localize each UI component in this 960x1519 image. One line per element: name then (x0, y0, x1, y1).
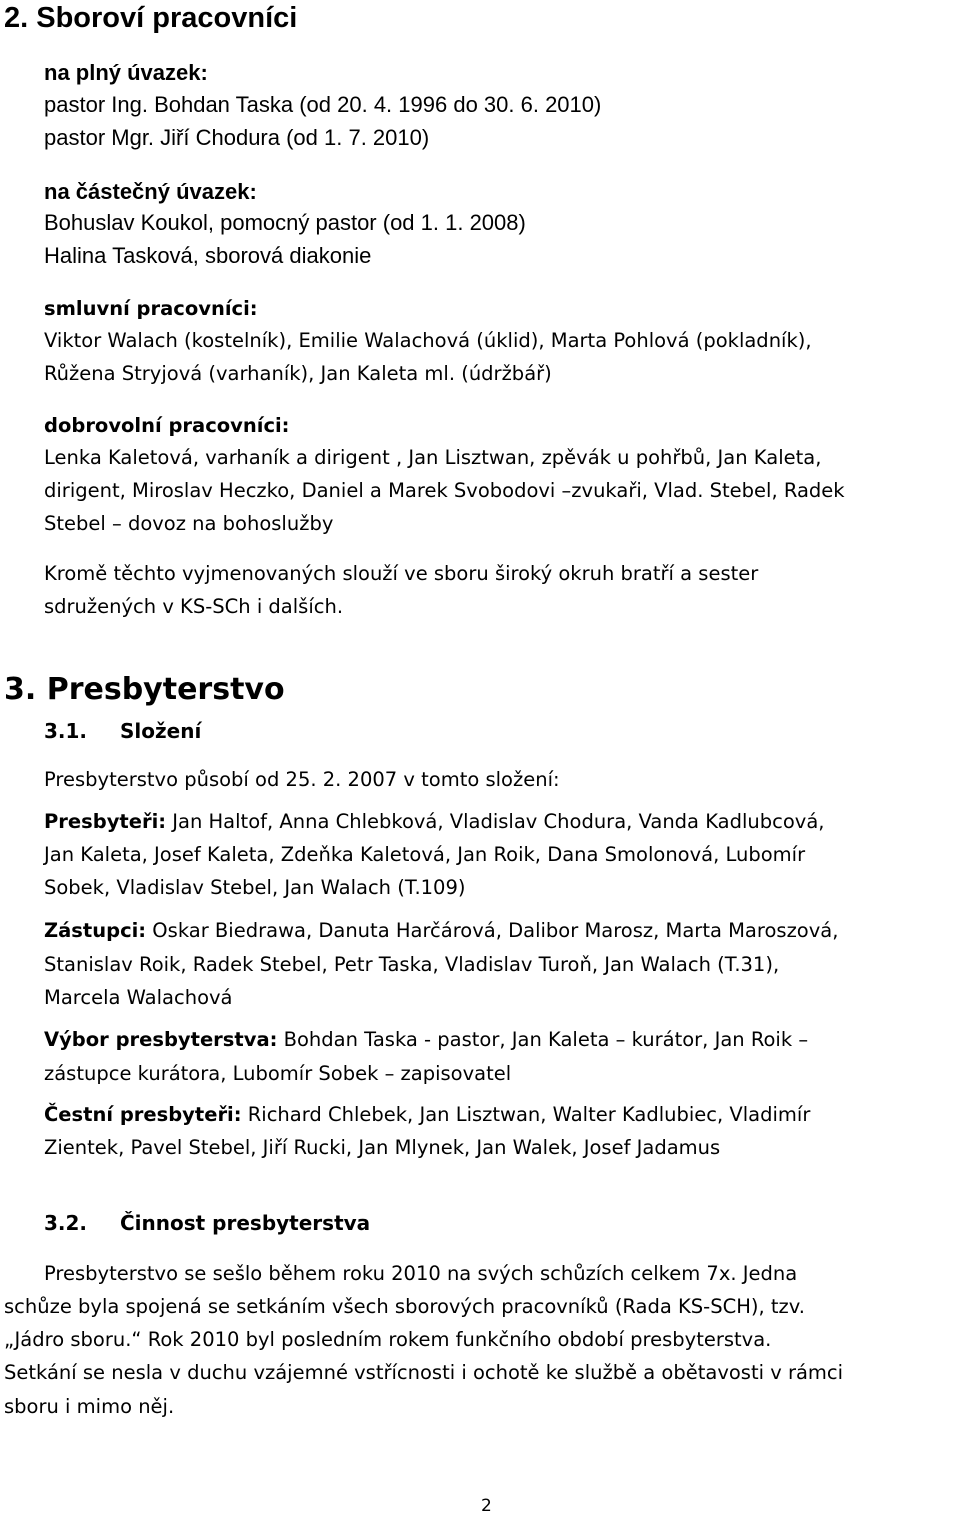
other-workers-line-2: sdružených v KS-SCh i dalších. (44, 595, 344, 618)
parttime-label: na částečný úvazek: (44, 179, 257, 204)
fulltime-label: na plný úvazek: (44, 60, 208, 85)
activity-line-5: sboru i mimo něj. (4, 1395, 175, 1418)
elders-names-1: Jan Haltof, Anna Chlebková, Vladislav Chodura, Vanda Kadlubcová, (166, 810, 825, 833)
activity-line-2: schůze byla spojená se setkáním všech sborových pracovníků (Rada KS-SCH), tzv. (4, 1295, 805, 1318)
elders-line-3: Sobek, Vladislav Stebel, Jan Walach (T.109) (44, 876, 466, 899)
honorary-line-1 (44, 1103, 810, 1126)
volunteer-label: dobrovolní pracovníci: (44, 414, 290, 437)
subsection-3-2-number: 3.2. (44, 1211, 88, 1235)
honorary-line-2: Zientek, Pavel Stebel, Jiří Rucki, Jan Mlynek, Jan Walek, Josef Jadamus (44, 1136, 721, 1159)
parttime-line-2: Halina Tasková, sborová diakonie (44, 243, 372, 268)
page-number: 2 (481, 1496, 492, 1516)
contract-label: smluvní pracovníci: (44, 297, 258, 320)
committee-names-1: Bohdan Taska - pastor, Jan Kaleta – kurátor, Jan Roik – (277, 1028, 809, 1051)
subsection-3-1-number: 3.1. (44, 719, 88, 743)
section-3-heading: 3. Presbyterstvo (4, 672, 285, 707)
deputies-names-1: Oskar Biedrawa, Danuta Harčárová, Dalibor Marosz, Marta Maroszová, (146, 919, 839, 942)
other-workers-line-1: Kromě těchto vyjmenovaných slouží ve sboru široký okruh bratří a sester (44, 562, 759, 585)
presbytery-since: Presbyterstvo působí od 25. 2. 2007 v tomto složení: (44, 768, 560, 791)
contract-line-1: Viktor Walach (kostelník), Emilie Walachová (úklid), Marta Pohlová (pokladník), (44, 329, 812, 352)
committee-label: Výbor presbyterstva: (44, 1028, 278, 1051)
parttime-line-1: Bohuslav Koukol, pomocný pastor (od 1. 1. 2008) (44, 210, 526, 235)
fulltime-line-2: pastor Mgr. Jiří Chodura (od 1. 7. 2010) (44, 125, 430, 150)
elders-line-1 (44, 810, 824, 833)
section-2-heading: 2. Sboroví pracovníci (4, 2, 298, 34)
activity-line-3: „Jádro sboru.“ Rok 2010 byl posledním rokem funkčního období presbyterstva. (4, 1328, 772, 1351)
volunteer-line-2: dirigent, Miroslav Heczko, Daniel a Marek Svobodovi –zvukaři, Vlad. Stebel, Radek (44, 479, 845, 502)
honorary-names-1: Richard Chlebek, Jan Lisztwan, Walter Kadlubiec, Vladimír (241, 1103, 811, 1126)
deputies-label: Zástupci: (44, 919, 147, 942)
volunteer-line-1: Lenka Kaletová, varhaník a dirigent , Jan Lisztwan, zpěvák u pohřbů, Jan Kaleta, (44, 446, 822, 469)
committee-line-1 (44, 1028, 808, 1051)
committee-line-2: zástupce kurátora, Lubomír Sobek – zapisovatel (44, 1062, 512, 1085)
elders-label: Presbyteři: (44, 810, 167, 833)
deputies-line-3: Marcela Walachová (44, 986, 233, 1009)
deputies-line-2: Stanislav Roik, Radek Stebel, Petr Taska, Vladislav Turoň, Jan Walach (T.31), (44, 953, 780, 976)
activity-line-1: Presbyterstvo se sešlo během roku 2010 na svých schůzích celkem 7x. Jedna (44, 1262, 798, 1285)
elders-line-2: Jan Kaleta, Josef Kaleta, Zdeňka Kaletová, Jan Roik, Dana Smolonová, Lubomír (44, 843, 806, 866)
honorary-label: Čestní presbyteři: (44, 1103, 242, 1126)
fulltime-line-1: pastor Ing. Bohdan Taska (od 20. 4. 1996 do 30. 6. 2010) (44, 92, 602, 117)
contract-line-2: Růžena Stryjová (varhaník), Jan Kaleta ml. (údržbář) (44, 362, 552, 385)
activity-line-4: Setkání se nesla v duchu vzájemné vstřícnosti i ochotě ke službě a obětavosti v rámci (4, 1361, 844, 1384)
deputies-line-1 (44, 919, 838, 942)
subsection-3-2-title: Činnost presbyterstva (120, 1211, 371, 1235)
subsection-3-1-title: Složení (120, 719, 202, 743)
volunteer-line-3: Stebel – dovoz na bohoslužby (44, 512, 334, 535)
